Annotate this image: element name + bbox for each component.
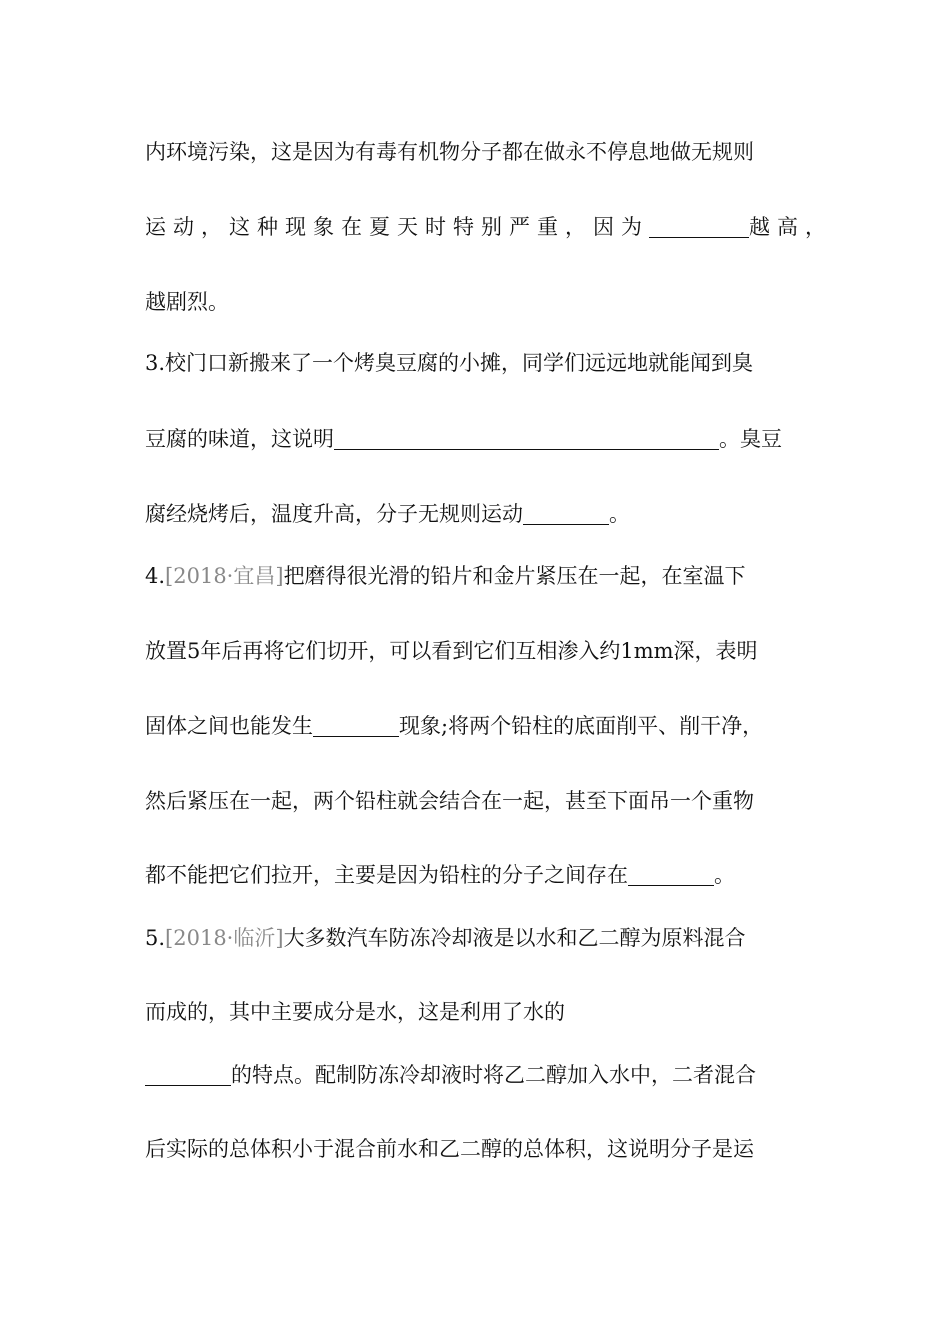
text-segment: 内环境污染，这是因为有毒有机物分子都在做永不停息地做无规则 — [145, 140, 754, 164]
text-segment: 。 — [609, 502, 630, 526]
text-line — [145, 860, 810, 890]
text-line — [145, 1060, 810, 1090]
answer-blank[interactable] — [334, 427, 719, 450]
question-source: [2018·宜昌] — [165, 564, 284, 588]
text-segment: 放置5年后再将它们切开，可以看到它们互相渗入约1mm深，表明 — [145, 639, 758, 663]
text-segment: 的特点。配制防冻冷却液时将乙二醇加入水中，二者混合 — [231, 1063, 756, 1087]
text-segment: 。 — [714, 863, 735, 887]
answer-blank[interactable] — [523, 502, 609, 525]
text-line — [145, 1134, 810, 1164]
text-segment: 豆腐的味道，这说明 — [145, 427, 334, 451]
text-segment: 都不能把它们拉开，主要是因为铅柱的分子之间存在 — [145, 863, 628, 887]
text-line — [145, 137, 810, 167]
text-line — [145, 424, 810, 454]
question-number: 5. — [145, 926, 166, 950]
question-5 — [145, 923, 810, 953]
text-segment: 3.校门口新搬来了一个烤臭豆腐的小摊，同学们远远地就能闻到臭 — [145, 351, 754, 375]
text-segment: 。臭豆 — [719, 427, 782, 451]
text-segment: 运动，这种现象在夏天时特别严重，因为 — [145, 215, 649, 239]
text-segment: 腐经烧烤后，温度升高，分子无规则运动 — [145, 502, 523, 526]
text-line — [145, 499, 810, 529]
text-line — [145, 287, 810, 317]
answer-blank[interactable] — [649, 215, 749, 238]
question-3 — [145, 348, 810, 378]
answer-blank[interactable] — [628, 863, 714, 886]
text-segment: 大多数汽车防冻冷却液是以水和乙二醇为原料混合 — [283, 926, 746, 950]
text-line — [145, 212, 833, 242]
text-line — [145, 636, 810, 666]
question-4 — [145, 561, 810, 591]
text-segment: 越剧烈。 — [145, 290, 229, 314]
text-segment: 把磨得很光滑的铅片和金片紧压在一起，在室温下 — [283, 564, 746, 588]
question-number: 4. — [145, 564, 166, 588]
text-segment: 后实际的总体积小于混合前水和乙二醇的总体积，这说明分子是运 — [145, 1137, 754, 1161]
text-line — [145, 997, 810, 1027]
text-line — [145, 786, 810, 816]
text-segment: 而成的，其中主要成分是水，这是利用了水的 — [145, 1000, 565, 1024]
answer-blank[interactable] — [313, 714, 399, 737]
question-source: [2018·临沂] — [165, 926, 284, 950]
text-segment: 越高， — [749, 215, 833, 239]
text-line — [145, 711, 810, 741]
text-segment: 然后紧压在一起，两个铅柱就会结合在一起，甚至下面吊一个重物 — [145, 789, 754, 813]
answer-blank[interactable] — [145, 1063, 231, 1086]
text-segment: 固体之间也能发生 — [145, 714, 313, 738]
text-segment: 现象;将两个铅柱的底面削平、削干净， — [399, 714, 764, 738]
